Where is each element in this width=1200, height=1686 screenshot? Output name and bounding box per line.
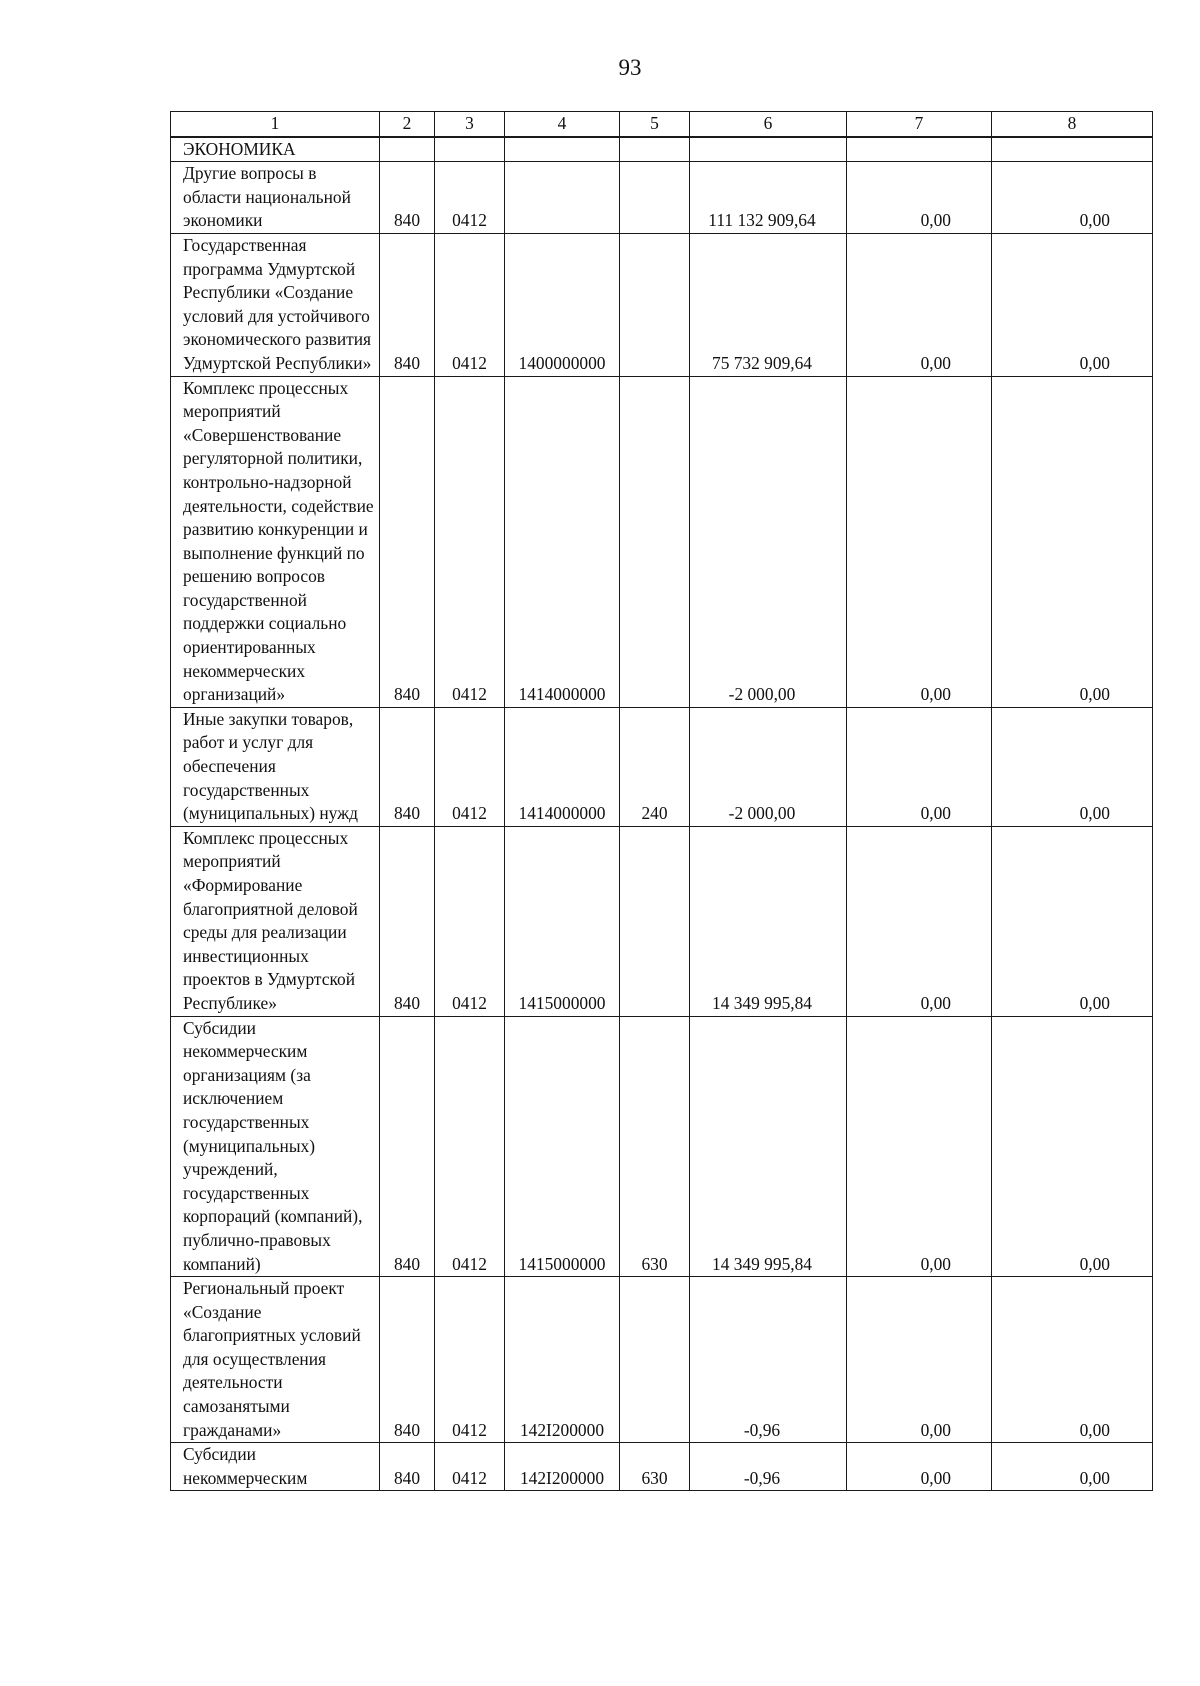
amount-col8: 0,00 [992, 826, 1153, 1016]
target-article: 1414000000 [505, 707, 620, 826]
target-article [505, 162, 620, 234]
amount-col6: 75 732 909,64 [690, 233, 847, 376]
section-code: 0412 [435, 707, 505, 826]
amount-col8: 0,00 [992, 1277, 1153, 1443]
section-code: 0412 [435, 1277, 505, 1443]
ministry-code: 840 [380, 233, 435, 376]
page-number: 93 [618, 55, 642, 80]
target-article: 142I200000 [505, 1443, 620, 1491]
amount-col6: 14 349 995,84 [690, 1016, 847, 1277]
table-row [171, 162, 1153, 234]
section-code: 0412 [435, 1443, 505, 1491]
row-name: Иные закупки товаров, работ и услуг для обеспечения государственных (муниципальных) нужд [171, 707, 380, 826]
section-title: ЭКОНОМИКА [171, 137, 380, 162]
ministry-code: 840 [380, 1277, 435, 1443]
section-code: 0412 [435, 826, 505, 1016]
budget-table [170, 111, 1153, 1491]
column-header: 1 [171, 112, 380, 137]
expense-type [620, 162, 690, 234]
amount-col8: 0,00 [992, 1443, 1153, 1491]
section-row [171, 137, 1153, 162]
expense-type [620, 826, 690, 1016]
column-header: 2 [380, 112, 435, 137]
expense-type [620, 1277, 690, 1443]
amount-col6: -0,96 [690, 1443, 847, 1491]
amount-col8: 0,00 [992, 707, 1153, 826]
table-row [171, 707, 1153, 826]
ministry-code: 840 [380, 376, 435, 707]
amount-col6: -2 000,00 [690, 707, 847, 826]
expense-type: 630 [620, 1016, 690, 1277]
amount-col8: 0,00 [992, 233, 1153, 376]
row-name: Региональный проект «Создание благоприятных условий для осуществления деятельности самозанятыми гражданами» [171, 1277, 380, 1443]
row-name: Комплекс процессных мероприятий «Формирование благоприятной деловой среды для реализации инвестиционных проектов в Удмуртской Республике» [171, 826, 380, 1016]
target-article: 142I200000 [505, 1277, 620, 1443]
row-name: Субсидии некоммерческим организациям (за исключением государственных (муниципальных) учреждений, государственных корпораций (компаний), публично-правовых компаний) [171, 1016, 380, 1277]
target-article: 1415000000 [505, 826, 620, 1016]
section-code: 0412 [435, 233, 505, 376]
column-header: 6 [690, 112, 847, 137]
amount-col8: 0,00 [992, 376, 1153, 707]
row-name: Государственная программа Удмуртской Республики «Создание условий для устойчивого экономического развития Удмуртской Республики» [171, 233, 380, 376]
amount-col6: -2 000,00 [690, 376, 847, 707]
row-name: Комплекс процессных мероприятий «Совершенствование регуляторной политики, контрольно-надзорной деятельности, содействие развитию конкуренции и выполнение функций по решению вопросов государственной поддержки социально ориентированных некоммерческих организаций» [171, 376, 380, 707]
target-article: 1415000000 [505, 1016, 620, 1277]
amount-col8: 0,00 [992, 162, 1153, 234]
ministry-code: 840 [380, 826, 435, 1016]
section-code: 0412 [435, 1016, 505, 1277]
table-row [171, 1277, 1153, 1443]
column-header: 8 [992, 112, 1153, 137]
table-row [171, 826, 1153, 1016]
amount-col7: 0,00 [847, 1443, 992, 1491]
column-header: 5 [620, 112, 690, 137]
column-header: 7 [847, 112, 992, 137]
target-article: 1400000000 [505, 233, 620, 376]
expense-type [620, 376, 690, 707]
amount-col7: 0,00 [847, 707, 992, 826]
target-article: 1414000000 [505, 376, 620, 707]
table-row [171, 1016, 1153, 1277]
amount-col8: 0,00 [992, 1016, 1153, 1277]
row-name: Другие вопросы в области национальной экономики [171, 162, 380, 234]
ministry-code: 840 [380, 707, 435, 826]
header-row [171, 112, 1153, 137]
table-row [171, 1443, 1153, 1491]
ministry-code: 840 [380, 1443, 435, 1491]
table-row [171, 376, 1153, 707]
expense-type: 240 [620, 707, 690, 826]
section-code: 0412 [435, 162, 505, 234]
amount-col7: 0,00 [847, 376, 992, 707]
column-header: 4 [505, 112, 620, 137]
amount-col7: 0,00 [847, 1277, 992, 1443]
table-row [171, 233, 1153, 376]
expense-type: 630 [620, 1443, 690, 1491]
amount-col6: 111 132 909,64 [690, 162, 847, 234]
amount-col6: -0,96 [690, 1277, 847, 1443]
column-header: 3 [435, 112, 505, 137]
ministry-code: 840 [380, 162, 435, 234]
amount-col6: 14 349 995,84 [690, 826, 847, 1016]
expense-type [620, 233, 690, 376]
row-name: Субсидии некоммерческим [171, 1443, 380, 1491]
ministry-code: 840 [380, 1016, 435, 1277]
amount-col7: 0,00 [847, 162, 992, 234]
section-code: 0412 [435, 376, 505, 707]
amount-col7: 0,00 [847, 826, 992, 1016]
amount-col7: 0,00 [847, 233, 992, 376]
amount-col7: 0,00 [847, 1016, 992, 1277]
